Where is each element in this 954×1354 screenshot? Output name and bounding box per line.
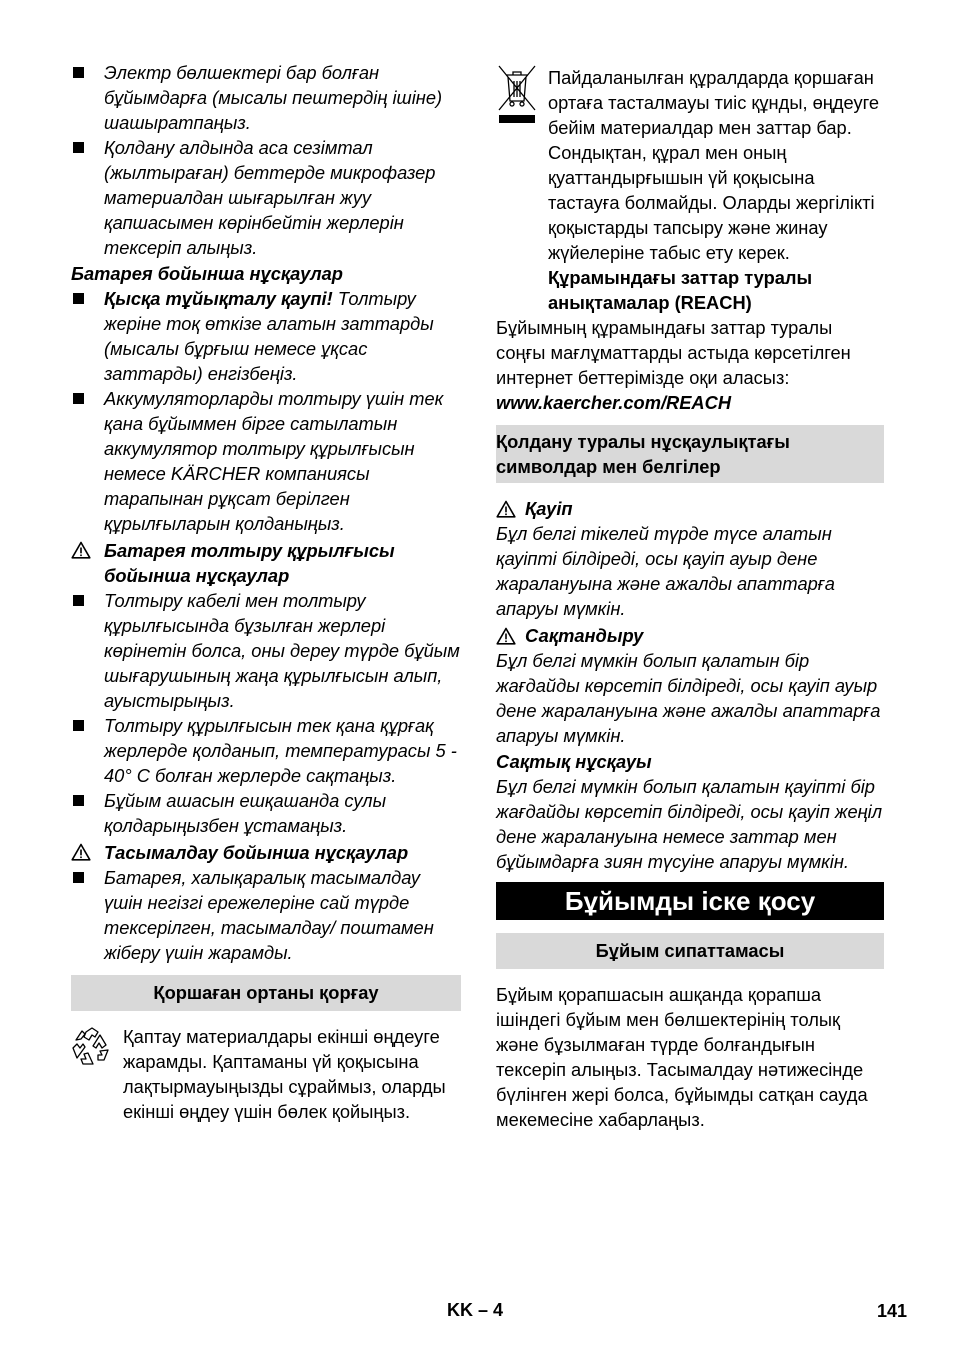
square-bullet-icon [73,67,84,78]
notice-label: Сақтық нұсқауы [496,751,652,772]
list-item: Қолдану алдында аса сезімтал (жылтыраған) беттерде микрофазер материалдан шығарылған жуу қапшасымен көрінбейтін жерлерін тексеріп алыңыз. [71,135,461,260]
reach-heading: Құрамындағы заттар туралы анықтамалар (REACH) [548,267,813,313]
list-item: Батарея, халықаралық тасымалдау үшін негізгі ережелеріне сай түрде тексерілген, тасымалдау/ поштамен жіберу үшін жарамды. [71,865,461,965]
warning-triangle-icon [496,627,516,645]
charger-warning: Батарея толтыру құрылғысы бойынша нұсқаулар [71,538,461,588]
desc-heading: Бұйым сипаттамасы [496,933,884,969]
recycle-icon [71,1026,113,1068]
danger-label: Қауіп [496,496,884,521]
caution-label: Сақтандыру [496,623,884,648]
reach-url[interactable]: www.kaercher.com/REACH [496,392,732,413]
env-paragraph: Қаптау материалдары екінші өңдеуге жарамды. Қаптаманы үй қоқысына лақтырмауыңызды сұраймыз, оларды екінші өңдеу үшін бөлек қойыңыз. [71,1024,461,1124]
square-bullet-icon [73,142,84,153]
symbols-heading: Қолдану туралы нұсқаулықтағы символдар мен белгілер [496,425,884,483]
square-bullet-icon [73,393,84,404]
notice-text: Бұл белгі мүмкін болып қалатын қауіпті бір жағдайды көрсетіп білдіреді, осы қауіп жеңіл дене жаралануына немесе заттар мен бұйымдарға зиян түсуіне апаруы мүмкін. [496,776,883,872]
section-title: Бұйымды іске қосу [496,882,884,920]
battery-heading: Батарея бойынша нұсқаулар [71,263,343,284]
list-item: Толтыру құрылғысын тек қана құрғақ жерлерде қолданып, температурасы 5 - 40° C болған жерлерде сақтаңыз. [71,713,461,788]
list-item: Электр бөлшектері бар болған бұйымдарға (мысалы пештердің ішіне) шашыратпаңыз. [71,60,461,135]
env-heading: Қоршаған ортаны қорғау [71,975,461,1011]
square-bullet-icon [73,595,84,606]
transport-warning: Тасымалдау бойынша нұсқаулар [71,840,461,865]
list-item: Бұйым ашасын ешқашанда сулы қолдарыңызбен ұстамаңыз. [71,788,461,838]
square-bullet-icon [73,872,84,883]
warning-triangle-icon [71,843,91,861]
list-item: Толтыру кабелі мен толтыру құрылғысында бұзылған жерлері көрінетін болса, оны дереу түрде бұйым шығарушының жаңа құрылғысын алып, ауыстырыңыз. [71,588,461,713]
reach-paragraph: Бұйымның құрамындағы заттар туралы соңғы мағлұматтарды астыда көрсетілген интернет беттерімізде оқи аласыз: [496,317,851,388]
square-bullet-icon [73,795,84,806]
page-number: 141 [877,1301,908,1321]
right-column [496,60,884,1132]
footer-language-page: KK – 4 [447,1300,504,1320]
warning-triangle-icon [496,500,516,518]
square-bullet-icon [73,293,84,304]
caution-text: Бұл белгі мүмкін болып қалатын бір жағдайды көрсетіп білдіреді, осы қауіп ауыр дене жаралануына және ажалды апаттарға апаруы мүмкін. [496,650,881,746]
warning-triangle-icon [71,541,91,559]
desc-text: Бұйым қорапшасын ашқанда қорапша ішіндегі бұйым мен бөлшектерінің толық және бұзылмаған түрде болғандығын тексеріп алыңыз. Тасымалдау нәтижесінде бүлінген жері болса, бұйымды сатқан сауда мекемесіне хабарлаңыз. [496,984,868,1130]
list-item: Қысқа тұйықталу қаупі! Толтыру жеріне тоқ өткізе алатын заттарды (мысалы бұрғыш немесе ұқсас заттарды) енгізбеңіз. [71,286,461,386]
square-bullet-icon [73,720,84,731]
left-column [71,60,461,1124]
crossed-out-bin-icon [496,63,538,125]
danger-text: Бұл белгі тікелей түрде түсе алатын қауіпті білдіреді, осы қауіп ауыр дене жаралануына және ажалды апаттарға апаруы мүмкін. [496,523,835,619]
disposal-paragraph: Пайдаланылған құралдарда қоршаған ортаға тасталмауы тиіс құнды, өңдеуге бейім материалдар мен заттар бар. Сондықтан, құрал мен оның қуаттандырғышын үй қоқысына тастауға болмайды. Оларды жергілікті қоқыстарды тапсыру және жинау жүйелеріне табыс ету керек. Құрамындағы заттар туралы анықтамалар (REACH) [496,60,884,315]
list-item: Аккумуляторларды толтыру үшін тек қана бұйыммен бірге сатылатын аккумулятор толтыру құрылғысын немесе KÄRCHER компаниясы тарапынан рұқсат берілген құрылғыларын қолданыңыз. [71,386,461,536]
